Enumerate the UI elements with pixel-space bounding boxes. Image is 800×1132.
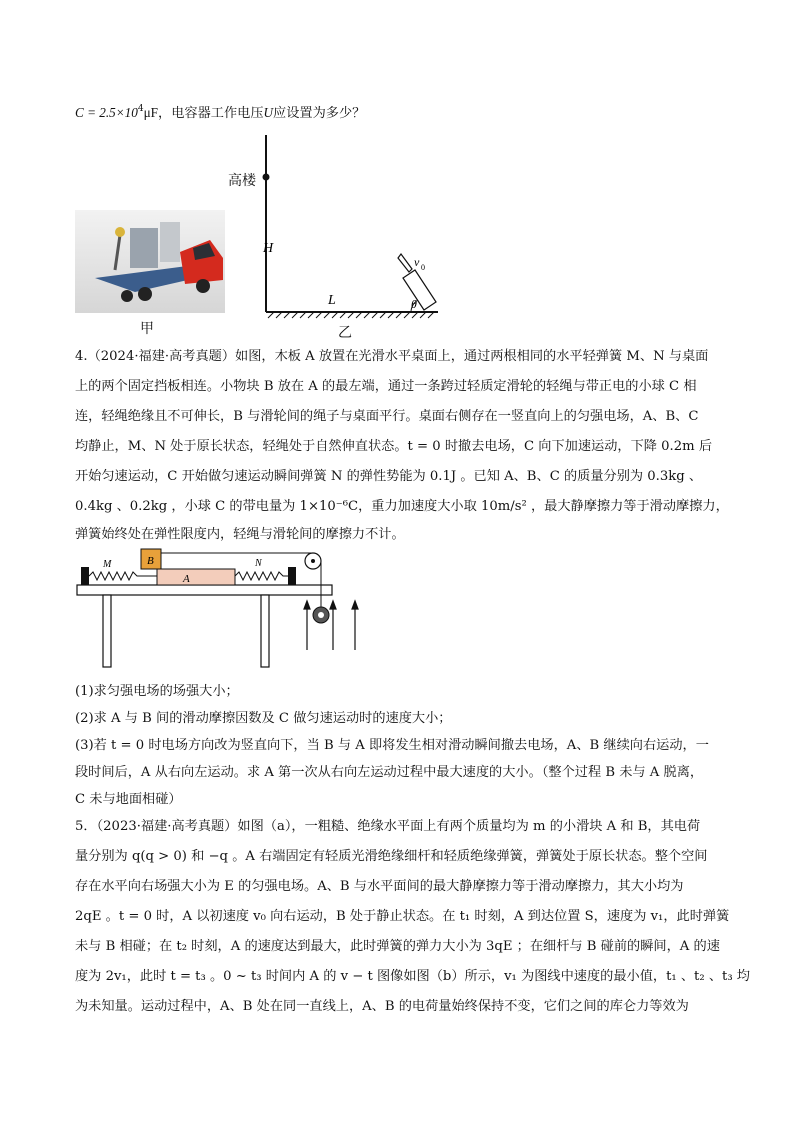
- label-a: A: [183, 573, 190, 585]
- p4-line-2: 上的两个固定挡板相连。小物块 B 放在 A 的最左端，通过一条跨过轻质定滑轮的轻绳与带正电的小球 C 相: [75, 379, 697, 394]
- p5-line-3: 存在水平向右场强大小为 E 的匀强电场。A、B 与水平面间的最大静摩擦力等于滑动摩擦力，其大小均为: [75, 879, 684, 894]
- height-label: H: [263, 241, 274, 256]
- table-top: [77, 585, 332, 595]
- label-b: B: [147, 555, 154, 567]
- p4-line-3: 连，轻绳绝缘且不可伸长，B 与滑轮间的绳子与桌面平行。桌面右侧存在一竖直向上的匀强电场，A、B、C: [75, 409, 699, 424]
- spring-m: [89, 572, 157, 580]
- p4-question-3a: (3)若 t = 0 时电场方向改为竖直向下，当 B 与 A 即将发生相对滑动瞬间撤去电场，A、B 继续向右运动，一: [75, 738, 709, 753]
- building-point: [263, 174, 270, 181]
- p4-question-1: (1)求匀强电场的场强大小；: [75, 684, 239, 699]
- diagram-caption: 乙: [338, 325, 352, 341]
- label-m: M: [103, 559, 112, 570]
- p4-line-7: 弹簧始终处在弹性限度内，轻绳与滑轮间的摩擦力不计。: [75, 527, 405, 542]
- header-line: [75, 100, 365, 123]
- angle-label: θ: [411, 297, 417, 311]
- spring-n: [235, 572, 288, 580]
- p4-line-6: 0.4kg 、0.2kg ，小球 C 的带电量为 1×10⁻⁶C，重力加速度大小取 10m/s² ，最大静摩擦力等于滑动摩擦力，: [75, 499, 729, 514]
- table-leg-right: [261, 595, 269, 667]
- velocity-label: v: [414, 255, 420, 269]
- p4-line-5: 开始匀速运动，C 开始做匀速运动瞬间弹簧 N 的弹性势能为 0.1J 。已知 A、B、C 的质量分别为 0.3kg 、: [75, 469, 703, 484]
- p4-line-1: 4.（2024·福建·高考真题）如图，木板 A 放置在光滑水平桌面上，通过两根相同的水平轻弹簧 M、N 与桌面: [75, 349, 709, 364]
- distance-label: L: [328, 293, 336, 308]
- table-leg-left: [103, 595, 111, 667]
- p5-line-4: 2qE 。t = 0 时，A 以初速度 v₀ 向右运动，B 处于静止状态。在 t₁ 时刻，A 到达位置 S，速度为 v₁，此时弹簧: [75, 909, 730, 924]
- capacitance-expression: C = 2.5×10: [75, 105, 138, 120]
- truck-illustration: [75, 210, 225, 313]
- capacitance-exponent: 4: [137, 104, 144, 114]
- p5-line-1: 5．（2023·福建·高考真题）如图（a），一粗糙、绝缘水平面上有两个质量均为 m 的小滑块 A 和 B，其电荷: [75, 819, 701, 834]
- field-arrows: [304, 601, 358, 650]
- p4-question-3b: 段时间后，A 从右向左运动。求 A 第一次从右向左运动过程中最大速度的大小。（整个过程 B 未与 A 脱离，: [75, 765, 704, 780]
- capacitance-unit: μF: [143, 105, 159, 120]
- building-label: 高楼: [228, 173, 256, 189]
- p5-line-5: 未与 B 相碰；在 t₂ 时刻，A 的速度达到最大，此时弹簧的弹力大小为 3qE ；在细杆与 B 碰前的瞬间，A 的速: [75, 939, 720, 954]
- board-a: [157, 569, 235, 585]
- header-tail: 应设置为多少？: [273, 106, 366, 121]
- velocity-subscript: 0: [421, 263, 425, 272]
- launch-diagram: [228, 130, 448, 330]
- label-n: N: [255, 558, 262, 569]
- header-text: ，电容器工作电压: [158, 106, 264, 121]
- p4-question-2: (2)求 A 与 B 间的滑动摩擦因数及 C 做匀速运动时的速度大小；: [75, 711, 452, 726]
- right-stop: [288, 567, 296, 585]
- p4-line-4: 均静止，M、N 处于原长状态，轻绳处于自然伸直状态。t = 0 时撤去电场，C 向下加速运动，下降 0.2m 后: [75, 439, 713, 454]
- p4-question-3c: C 未与地面相碰）: [75, 792, 182, 807]
- truck-photo: [75, 210, 225, 313]
- voltage-symbol: U: [263, 105, 274, 120]
- p5-line-6: 度为 2v₁，此时 t = t₃ 。0 ~ t₃ 时间内 A 的 v − t 图像如图（b）所示，v₁ 为图线中速度的最小值，t₁ 、t₂ 、t₃ 均: [75, 969, 750, 984]
- spring-table-diagram: [75, 545, 365, 675]
- p5-line-7: 为未知量。运动过程中，A、B 处在同一直线上，A、B 的电荷量始终保持不变，它们之间的库仑力等效为: [75, 999, 689, 1014]
- photo-caption: 甲: [140, 321, 154, 337]
- left-stop: [81, 567, 89, 585]
- p5-line-2: 量分别为 q(q > 0) 和 −q 。A 右端固定有轻质光滑绝缘细杆和轻质绝缘弹簧，弹簧处于原长状态。整个空间: [75, 849, 708, 864]
